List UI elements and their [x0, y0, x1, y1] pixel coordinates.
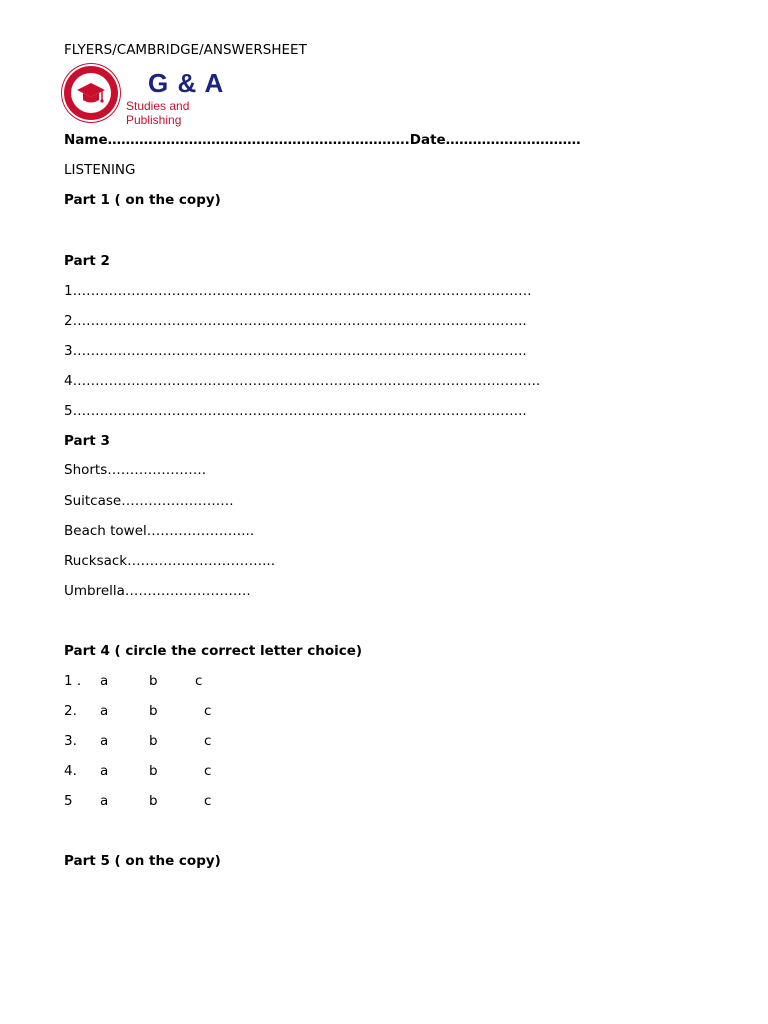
graduation-cap-icon	[64, 66, 118, 120]
part2-answer-line: 3………………………………………………………………………………………..	[64, 343, 527, 359]
choice-a: a	[100, 673, 109, 689]
choice-c: c	[204, 763, 212, 779]
part2-title: Part 2	[64, 253, 110, 269]
part2-answer-line: 4…………………………………………………………………………………………..	[64, 373, 541, 389]
part3-item: Rucksack…………………………...	[64, 553, 275, 569]
choice-a: a	[100, 733, 109, 749]
section-title: LISTENING	[64, 162, 136, 178]
choice-c: c	[204, 703, 212, 719]
choice-b: b	[149, 703, 158, 719]
part3-title: Part 3	[64, 433, 110, 449]
choice-a: a	[100, 793, 109, 809]
part3-item: Suitcase…………………….	[64, 493, 234, 509]
choice-c: c	[204, 793, 212, 809]
choice-b: b	[149, 793, 158, 809]
name-date-line: Name………………………………………………………….Date…………………………	[64, 132, 581, 148]
question-number: 2.	[64, 703, 77, 719]
choice-b: b	[149, 763, 158, 779]
question-number: 5	[64, 793, 73, 809]
logo-title: G & A	[148, 68, 225, 98]
choice-b: b	[149, 673, 158, 689]
part5-title: Part 5 ( on the copy)	[64, 853, 221, 869]
part3-item: Shorts………………….	[64, 462, 207, 478]
choice-a: a	[100, 703, 109, 719]
logo-circle	[64, 66, 118, 120]
part2-answer-line: 1…………………………………………………………………………………………	[64, 283, 532, 299]
part2-answer-line: 5………………………………………………………………………………………..	[64, 403, 527, 419]
part4-title: Part 4 ( circle the correct letter choice)	[64, 643, 363, 659]
choice-c: c	[195, 673, 203, 689]
logo	[64, 66, 244, 127]
question-number: 1 .	[64, 673, 82, 689]
choice-a: a	[100, 763, 109, 779]
question-number: 3.	[64, 733, 77, 749]
part3-item: Beach towel…………………...	[64, 523, 255, 539]
logo-subtitle: Studies and Publishing	[126, 99, 190, 127]
choice-c: c	[204, 733, 212, 749]
question-number: 4.	[64, 763, 77, 779]
part2-answer-line: 2………………………………………………………………………………………..	[64, 313, 527, 329]
document-header: FLYERS/CAMBRIDGE/ANSWERSHEET	[64, 42, 307, 58]
part3-item: Umbrella……………………….	[64, 583, 251, 599]
part1-title: Part 1 ( on the copy)	[64, 192, 221, 208]
choice-b: b	[149, 733, 158, 749]
